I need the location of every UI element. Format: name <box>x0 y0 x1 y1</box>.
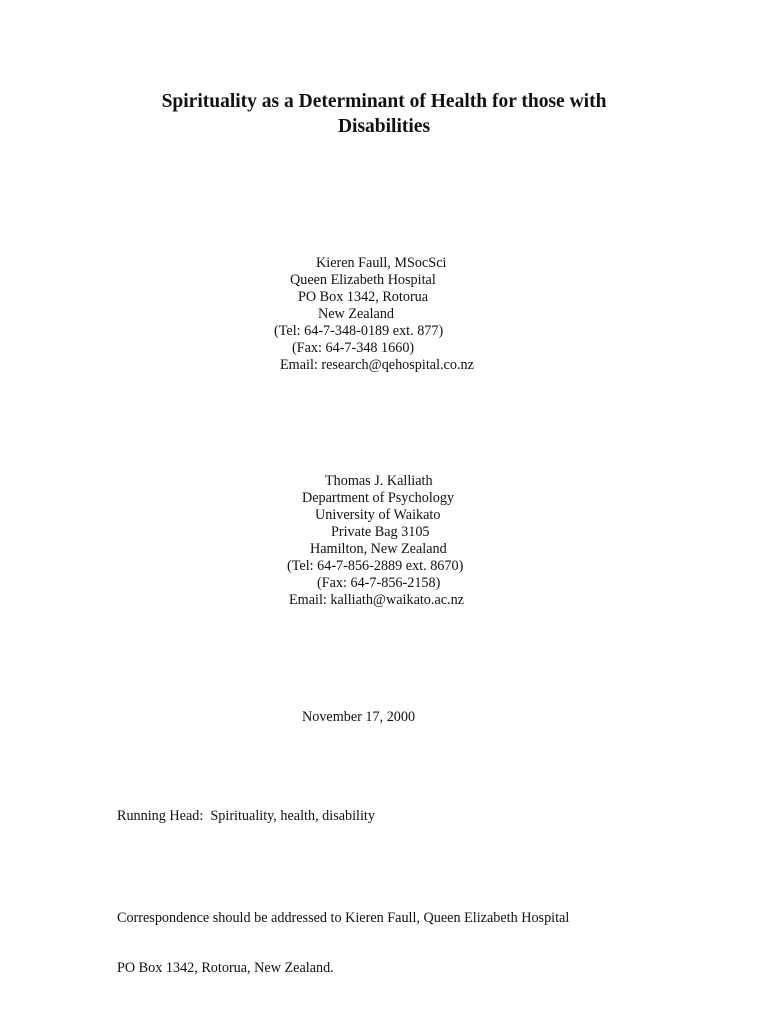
correspondence <box>117 876 569 1010</box>
author-2-city: Hamilton, New Zealand <box>310 541 447 557</box>
author-1-address: PO Box 1342, Rotorua <box>298 289 429 305</box>
document-date: November 17, 2000 <box>302 709 416 725</box>
author-2-university: University of Waikato <box>315 507 441 523</box>
author-2-email: Email: kalliath@waikato.ac.nz <box>289 592 464 608</box>
author-1-affiliation: Queen Elizabeth Hospital <box>290 272 436 288</box>
author-2-block <box>0 473 768 641</box>
author-1-country: New Zealand <box>318 306 395 322</box>
running-head: Running Head: Spirituality, health, disability <box>117 808 375 824</box>
title-line-2: Disabilities <box>337 116 431 137</box>
correspondence-line-2: PO Box 1342, Rotorua, New Zealand. <box>117 959 334 976</box>
author-2-fax: (Fax: 64-7-856-2158) <box>317 575 441 591</box>
correspondence-line-1: Correspondence should be addressed to Kieren Faull, Queen Elizabeth Hospital <box>117 909 570 926</box>
author-1-email: Email: research@qehospital.co.nz <box>280 357 474 373</box>
author-2-name: Thomas J. Kalliath <box>325 473 433 489</box>
author-1-name: Kieren Faull, MSocSci <box>316 255 447 271</box>
author-1-fax: (Fax: 64-7-348 1660) <box>292 340 415 356</box>
author-2-tel: (Tel: 64-7-856-2889 ext. 8670) <box>287 558 464 574</box>
author-2-department: Department of Psychology <box>302 490 455 506</box>
author-2-address: Private Bag 3105 <box>331 524 430 540</box>
author-1-tel: (Tel: 64-7-348-0189 ext. 877) <box>274 323 444 339</box>
author-1-block <box>0 255 768 406</box>
title-line-1: Spirituality as a Determinant of Health for those with <box>161 91 607 112</box>
document-title <box>0 89 768 139</box>
